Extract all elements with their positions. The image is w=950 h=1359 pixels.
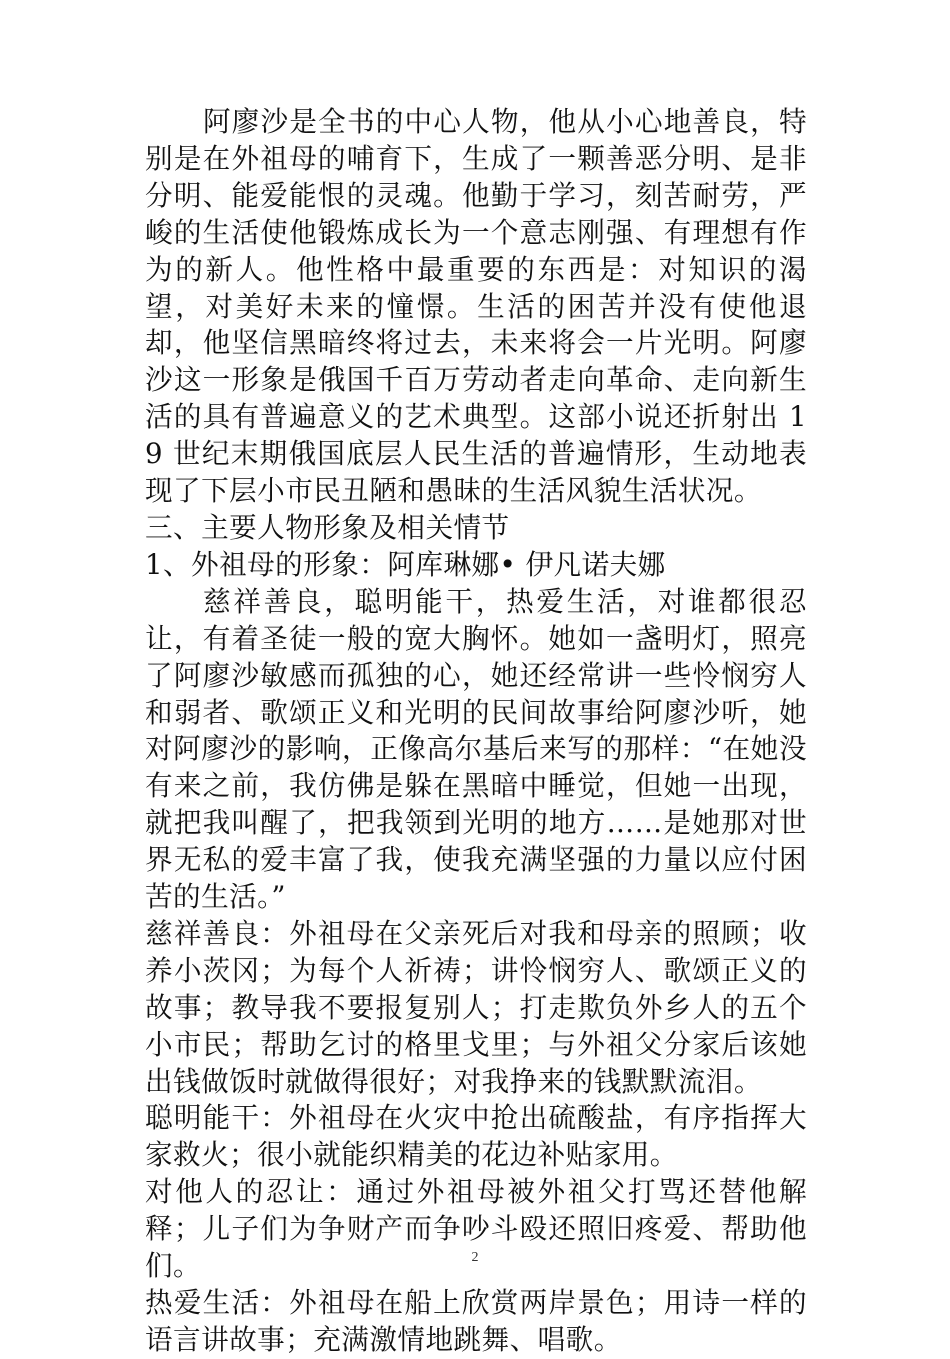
document-body bbox=[145, 104, 807, 1359]
subheading-grandmother-image: 1、外祖母的形象：阿库琳娜• 伊凡诺夫娜 bbox=[145, 547, 666, 581]
section-heading-main-characters: 三、主要人物形象及相关情节 bbox=[145, 510, 510, 544]
paragraph-alyosha-character: 阿廖沙是全书的中心人物，他从小心地善良，特别是在外祖母的哺育下，生成了一颗善恶分明、是非分明、能爱能恨的灵魂。他勤于学习，刻苦耐劳，严峻的生活使他锻炼成长为一个意志刚强、有理想有作为的新人。他性格中最重要的东西是：对知识的渴望，对美好未来的憧憬。生活的困苦并没有使他退却，他坚信黑暗终将过去，未来将会一片光明。阿廖沙这一形象是俄国千百万劳动者走向革命、走向新生活的具有普遍意义的艺术典型。这部小说还折射出 19 世纪末期俄国底层人民生活的普遍情形，生动地表现了下层小市民丑陋和愚昧的生活风貌生活状况。 bbox=[145, 105, 807, 508]
paragraph-grandmother-description: 慈祥善良，聪明能干，热爱生活，对谁都很忍让，有着圣徒一般的宽大胸怀。她如一盏明灯，照亮了阿廖沙敏感而孤独的心，她还经常讲一些怜悯穷人和弱者、歌颂正义和光明的民间故事给阿廖沙听，她对阿廖沙的影响，正像高尔基后来写的那样：“在她没有来之前，我仿佛是躲在黑暗中睡觉，但她一出现，就把我叫醒了，把我领到光明的地方……是她那对世界无私的爱丰富了我，使我充满坚强的力量以应付困苦的生活。” bbox=[145, 584, 807, 914]
paragraph-smart-and-capable: 聪明能干：外祖母在火灾中抢出硫酸盐，有序指挥大家救火；很小就能织精美的花边补贴家用。 bbox=[145, 1101, 807, 1172]
page-number: 2 bbox=[471, 1250, 479, 1265]
paragraph-love-of-life: 热爱生活：外祖母在船上欣赏两岸景色；用诗一样的语言讲故事；充满激情地跳舞、唱歌。 bbox=[145, 1286, 807, 1356]
paragraph-kind-and-good: 慈祥善良：外祖母在父亲死后对我和母亲的照顾；收养小茨冈；为每个人祈祷；讲怜悯穷人、歌颂正义的故事；教导我不要报复别人；打走欺负外乡人的五个小市民；帮助乞讨的格里戈里；与外祖父分家后该她出钱做饭时就做得很好；对我挣来的钱默默流泪。 bbox=[145, 916, 807, 1098]
paragraph-tolerance-to-others: 对他人的忍让：通过外祖母被外祖父打骂还替他解释；儿子们为争财产而争吵斗殴还照旧疼爱、帮助他们。 bbox=[145, 1175, 807, 1283]
